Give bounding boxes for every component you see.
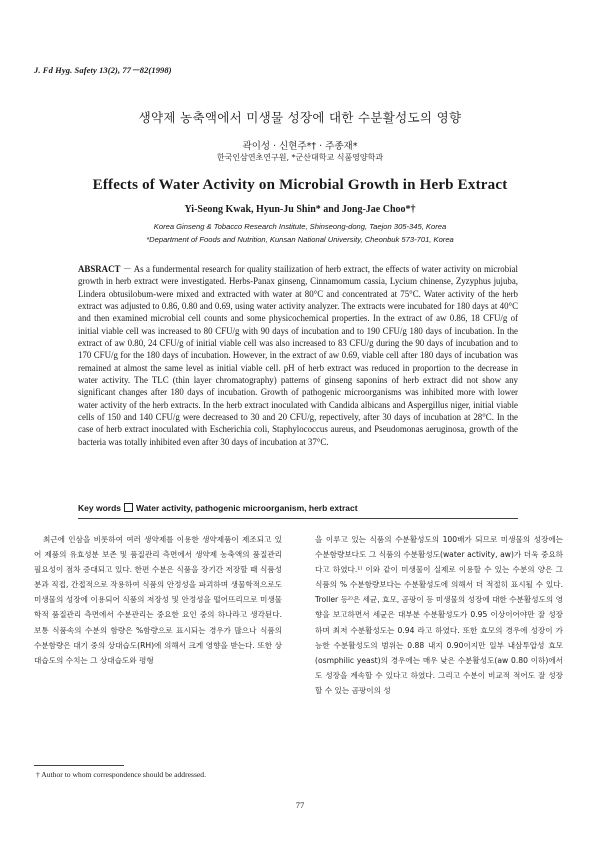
english-affiliation-1: Korea Ginseng & Tobacco Research Institute, Shinseong-dong, Taejon 305-345, Korea xyxy=(153,222,447,231)
body-column-left xyxy=(34,532,282,668)
english-title: Effects of Water Activity on Microbial Growth in Herb Extract xyxy=(92,177,508,193)
footnote-divider xyxy=(34,765,124,766)
footnote: † Author to whom correspondence should be addressed. xyxy=(36,770,206,779)
abstract-text: － As a fundermental research for quality stailization of herb extract, the effects of water activity on microbial growth in herb extract were investigated. Herbs-Panax ginseng, Cinnamomum cassia, Lycium chinense, Zyzyphus jujuba, Lindera obtusilobum-were mixed and extracted with water at 80°C and concentrated at 75°C. Water activity of the herb extract was adjusted to 0.86, 0.80 and 0.69, using water activity analyzer. The extracts were incubated for 180 days at 40°C and then examined microbial cell counts and some physicochemical properties. In the extract of aw 0.86, 18 CFU/g of initial viable cell was increased to 80 CFU/g with 90 days of incubation and to 190 CFU/g 180 days of incubation. In the extract of aw 0.80, 24 CFU/g of initial viable cell was also increased to 83 CFU/g during the 90 days of incubation and to 170 CFU/g for the 180 days of incubation. However, in the extract of aw 0.69, viable cell after 180 days of incubation was remained at almost the same level as initial viable cell. pH of herb extract was reduced in proportion to the decrease in water activity. The TLC (thin layer chromatography) patterns of ginseng saponins of herb extract did not show any significant changes after 180 days of incubation. Growth of pathogenic microorganisms was inhibited more with lower water activity of the herb extracts. In the herb extract inoculated with Candida albicans and Aspergillus niger, initial viable cells of 150 and 140 CFU/g were decreased to 30 and 20 CFU/g, repectively, after 30 days of incubation at 28°C. In the case of herb extract inoculated with Escherichia coli, Staphylococcus aureus, and Pseudomonas aeruginosa, growth of the bacteria was totally inhibited even after 30 days of incubation at 37°C. xyxy=(78,264,518,447)
keywords-divider xyxy=(78,518,518,519)
english-authors: Yi-Seong Kwak, Hyun-Ju Shin* and Jong-Jae Choo*† xyxy=(184,204,416,215)
korean-affiliation: 한국인삼연초연구원, *군산대학교 식품영양학과 xyxy=(216,153,384,162)
keywords-text: Water activity, pathogenic microorganism, herb extract xyxy=(136,503,358,513)
korean-authors: 곽이성 · 신현주*† · 주종재* xyxy=(242,141,358,152)
keywords-label: Key words xyxy=(78,503,121,513)
keywords xyxy=(78,503,518,513)
body-column-right xyxy=(315,532,563,698)
checkbox-icon xyxy=(124,503,133,512)
body-left-text: 최근에 인삼을 비롯하여 여러 생약제를 이용한 생약제품이 제조되고 있어 제품의 유효성분 보존 및 품질관리 측면에서 생약제 농축액의 품질관리 필요성이 점차 증대되고 있다. 한편 수분은 식품을 장기간 저장할 때 식품성분과 직접, 간접적으로 작용하여 식품의 안정성을 파괴하며 생물학적으로도 미생물의 성장에 이용되어 식품의 저장성 및 안정성을 떨어뜨리므로 미생물학적 품질관리 측면에서 수분관리는 중요한 요인 중의 하나라고 생각된다. 보통 식품속의 수분의 함량은 %함량으로 표시되는 경우가 많으나 식품의 수분함량은 대기 중의 상대습도(RH)에 의해서 크게 영향을 받는다. 또한 상대습도의 수치는 그 상대습도와 평형 xyxy=(34,535,282,665)
abstract-heading: ABSRACT xyxy=(78,264,121,274)
journal-citation: J. Fd Hyg. Safety 13(2), 77－82(1998) xyxy=(34,65,172,75)
page-number: 77 xyxy=(295,800,305,810)
english-affiliation-2: *Department of Foods and Nutrition, Kunsan National University, Cheonbuk 573-701, Korea xyxy=(146,235,454,244)
body-right-text: 을 이루고 있는 식품의 수분활성도의 100배가 되므로 미생물의 성장에는 수분함량보다도 그 식품의 수분활성도(water activity, aw)가 더욱 중요하다고 하였다.¹⁾ 이와 같이 미생물이 실제로 이용할 수 있는 수분의 양은 그 식품의 % 수분함량보다는 수분활성도에 의해서 더 적절히 표시될 수 있다. Troller 등²⁾은 세균, 효모, 곰팡이 등 미생물의 성장에 대한 수분활성도의 영향을 보고하면서 세균은 대부분 수분활성도가 0.95 이상이어야만 잘 성장하며 최저 수분활성도는 0.94 라고 하였다. 또한 효모의 경우에 성장이 가능한 수분활성도의 범위는 0.88 내지 0.90이지만 일부 내삼투압성 효모(osmphilic yeast)의 경우에는 매우 낮은 수분활성도(aw 0.80 이하)에서도 성장을 계속할 수 있다고 하였다. 그리고 수분이 비교적 적어도 잘 성장할 수 있는 곰팡이의 성 xyxy=(315,535,563,695)
korean-title: 생약제 농축액에서 미생물 성장에 대한 수분활성도의 영향 xyxy=(138,110,462,125)
abstract xyxy=(78,263,518,448)
